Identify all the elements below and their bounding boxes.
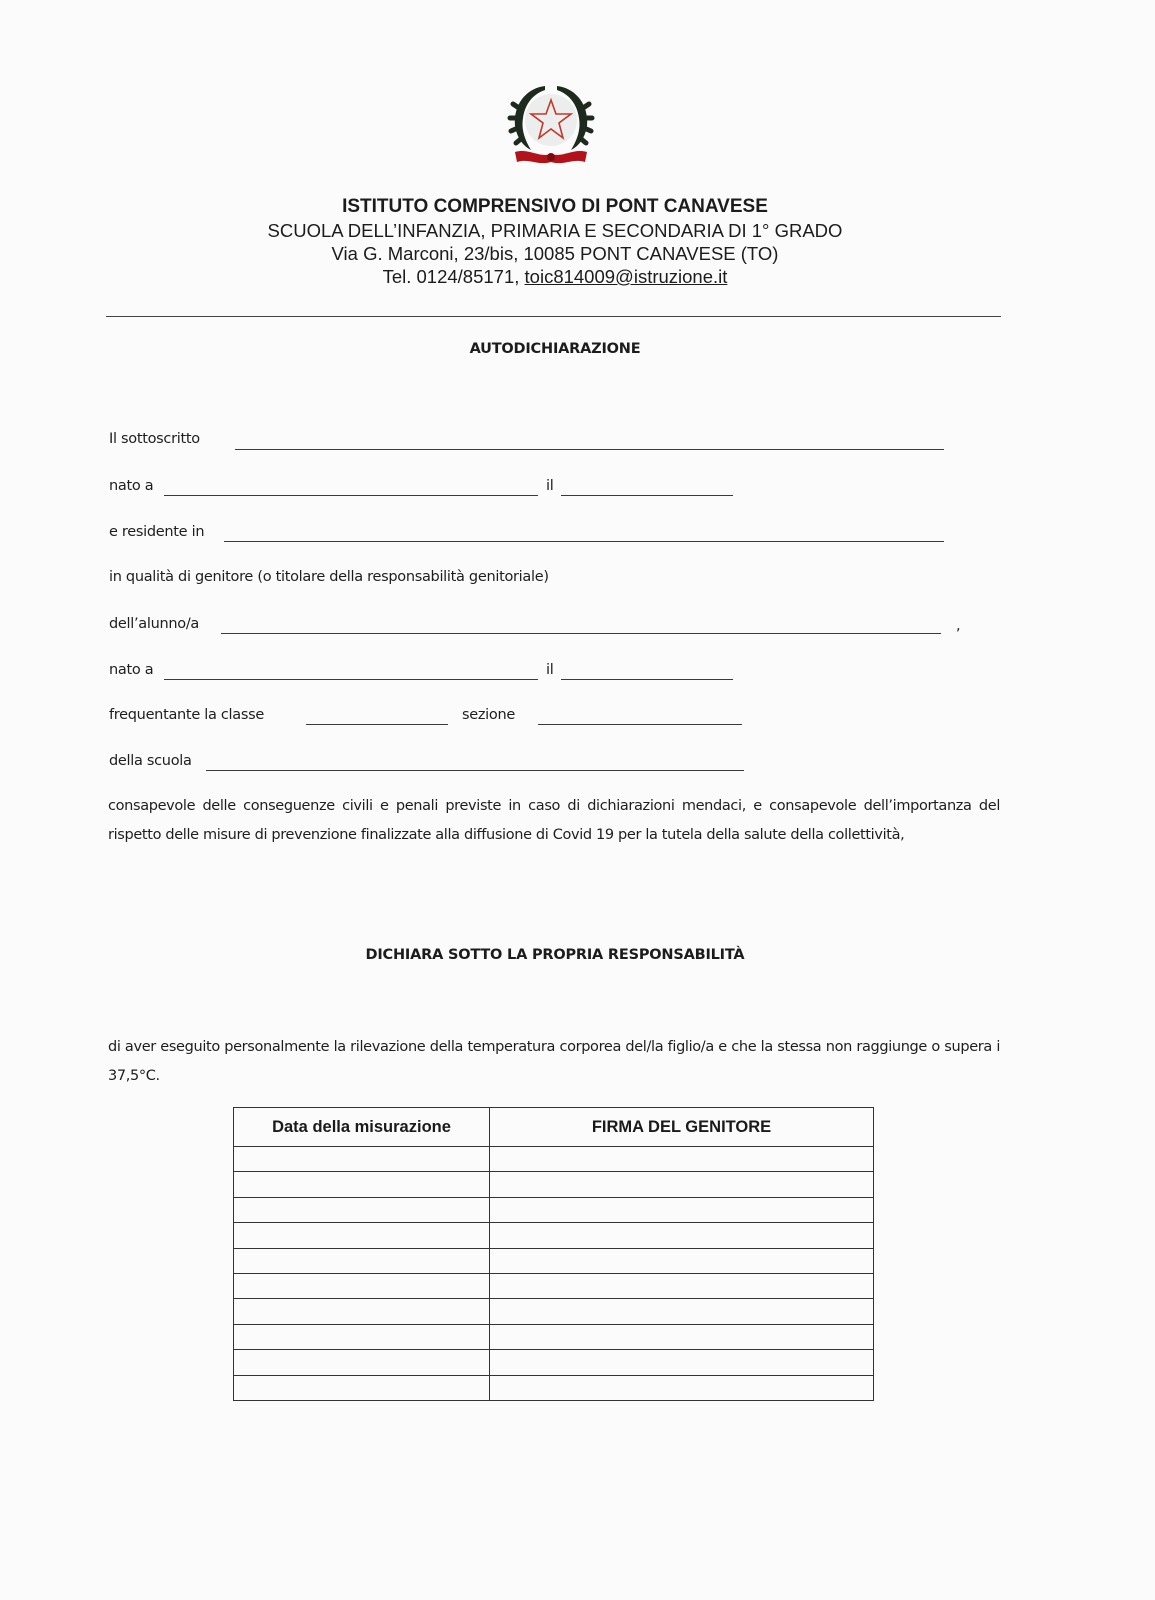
cell-parent-signature[interactable] [490,1350,874,1375]
cell-parent-signature[interactable] [490,1172,874,1197]
label-student-birthplace: nato a [109,662,154,678]
label-parent-birthdate: il [546,478,554,494]
field-student-birthplace[interactable] [164,679,538,680]
table-row [234,1147,874,1172]
field-class[interactable] [306,724,448,725]
email-link[interactable]: toic814009@istruzione.it [524,266,728,287]
label-residence: e residente in [109,524,205,540]
emblem-icon [505,78,597,170]
label-student: dell’alunno/a [109,616,200,632]
cell-parent-signature[interactable] [490,1273,874,1298]
cell-parent-signature[interactable] [490,1375,874,1400]
document-title: AUTODICHIARAZIONE [469,341,641,357]
contact-line [0,266,1110,288]
table-row [234,1197,874,1222]
emblem-of-italy-logo [505,78,597,170]
field-residence[interactable] [224,541,944,542]
cell-measurement-date[interactable] [234,1197,490,1222]
awareness-paragraph: consapevole delle conseguenze civili e penali previste in caso di dichiarazioni mendaci, e consapevole dell’importanza del rispetto delle misure di prevenzione finalizzate alla diffusione di Covid 19 per la tutela della salute della collettività, [108,798,1000,843]
table-row [234,1273,874,1298]
table-row [234,1375,874,1400]
header-parent-signature: FIRMA DEL GENITORE [490,1108,874,1147]
label-class: frequentante la classe [109,707,264,723]
field-student[interactable] [221,633,941,634]
cell-measurement-date[interactable] [234,1273,490,1298]
cell-measurement-date[interactable] [234,1248,490,1273]
cell-measurement-date[interactable] [234,1223,490,1248]
field-parent-birthdate[interactable] [561,495,733,496]
table-row [234,1248,874,1273]
cell-parent-signature[interactable] [490,1299,874,1324]
field-parent-birthplace[interactable] [164,495,538,496]
label-parent-birthplace: nato a [109,478,154,494]
table-row [234,1350,874,1375]
cell-measurement-date[interactable] [234,1375,490,1400]
cell-measurement-date[interactable] [234,1324,490,1349]
table-row [234,1299,874,1324]
cell-parent-signature[interactable] [490,1147,874,1172]
measurement-table [233,1107,874,1401]
telephone: Tel. 0124/85171, [382,266,525,287]
label-student-birthdate: il [546,662,554,678]
table-row [234,1172,874,1197]
label-sottoscritto: Il sottoscritto [109,431,200,447]
cell-parent-signature[interactable] [490,1223,874,1248]
cell-measurement-date[interactable] [234,1299,490,1324]
institute-name: ISTITUTO COMPRENSIVO DI PONT CANAVESE [342,196,768,217]
field-student-birthdate[interactable] [561,679,733,680]
declaration-paragraph: di aver eseguito personalmente la rilevazione della temperatura corporea del/la figlio/a e che la stessa non raggiunge o supera i 37,5°C. [108,1039,1000,1084]
school-subtitle: SCUOLA DELL’INFANZIA, PRIMARIA E SECONDARIA DI 1° GRADO [267,220,843,241]
field-school[interactable] [206,770,744,771]
cell-parent-signature[interactable] [490,1324,874,1349]
field-sottoscritto[interactable] [235,449,944,450]
label-section: sezione [462,707,515,723]
label-school: della scuola [109,753,192,769]
header-divider [106,316,1001,317]
comma: , [956,618,961,634]
table-row [234,1223,874,1248]
cell-measurement-date[interactable] [234,1350,490,1375]
declaration-title: DICHIARA SOTTO LA PROPRIA RESPONSABILITÀ [365,947,745,963]
cell-measurement-date[interactable] [234,1147,490,1172]
header-measurement-date: Data della misurazione [234,1108,490,1147]
cell-measurement-date[interactable] [234,1172,490,1197]
table-header-row [234,1108,874,1147]
cell-parent-signature[interactable] [490,1248,874,1273]
cell-parent-signature[interactable] [490,1197,874,1222]
field-section[interactable] [538,724,742,725]
label-parent-role: in qualità di genitore (o titolare della responsabilità genitoriale) [109,569,549,585]
school-address: Via G. Marconi, 23/bis, 10085 PONT CANAVESE (TO) [331,243,779,264]
table-row [234,1324,874,1349]
